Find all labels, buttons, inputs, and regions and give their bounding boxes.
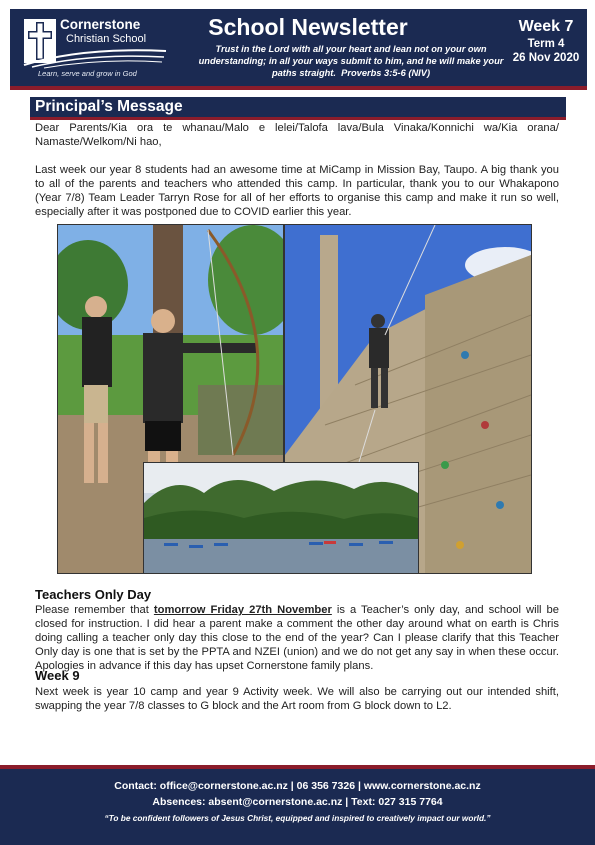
school-name: Cornerstone [60,17,141,32]
footer-mission: “To be confident followers of Jesus Christ, equipped and inspired to creatively impact our world.” [104,813,491,823]
verse-reference: Proverbs 3:5-6 (NIV) [341,68,431,78]
week9-heading: Week 9 [35,668,80,683]
newsletter-footer [0,765,595,845]
footer-contact: Contact: office@cornerstone.ac.nz | 06 356 7326 | www.cornerstone.ac.nz [114,780,481,792]
issue-week: Week 7 [518,18,574,35]
issue-date: 26 Nov 2020 [512,52,580,64]
logo-swoosh-icon [22,45,168,69]
issue-term: Term 4 [527,38,565,50]
photo-collage [57,224,531,574]
camp-paragraph: Last week our year 8 students had an awesome time at MiCamp in Mission Bay, Taupo. A big thank you to all of the parents and teachers who attended this camp. In particular, thank you to our Whakapono (Year 7/8) Team Leader Tarryn Rose for all of her efforts to organise this camp and make it run so well, especially after it was postponed due to COVID earlier this year. [35,164,559,218]
week9-paragraph: Next week is year 10 camp and year 9 Activity week. We will also be carrying out our intended shift, swapping the year 7/8 classes to G block and the Art room from G block down to L2. [35,686,559,712]
kayaking-photo [143,462,419,574]
greeting-paragraph: Dear Parents/Kia ora te whanau/Malo e lelei/Talofa lava/Bula Vinaka/Konnichi wa/Kia orana/ Namaste/Welkom/Ni hao, [35,122,559,148]
issue-info [507,17,585,65]
teachers-only-heading: Teachers Only Day [35,587,152,602]
verse-text: Trust in the Lord with all your heart and lean not on your own understanding; in all your ways submit to him, and he will make your paths straight. [198,44,504,78]
section-heading-text: Principal’s Message [35,98,183,115]
teachers-only-text-after: is a Teacher’s only day, and school will be closed for instruction. I did hear a parent make a comment the other day around what on earth is Chris doing calling a teacher only day this close to the end of the year? Can I please clarify that this Teacher Only day is one that is set by the PPTA and NZEI (union) and we do not get any say in when these occur. Apologies in advance if this day has upset Cornerstone family plans. [35,604,560,672]
school-subtitle: Christian School [66,33,147,45]
header-verse [185,43,517,79]
teachers-only-date: tomorrow Friday 27th November [153,604,332,616]
newsletter-title: School Newsletter [208,14,408,40]
section-heading-principal [30,97,566,120]
newsletter-header [10,9,587,90]
teachers-only-paragraph [35,603,559,673]
teachers-only-text-before: Please remember that [35,604,154,616]
footer-absences: Absences: absent@cornerstone.ac.nz | Text: 027 315 7764 [152,796,443,808]
school-logo [18,13,168,83]
school-motto: Learn, serve and grow in God [38,69,137,78]
